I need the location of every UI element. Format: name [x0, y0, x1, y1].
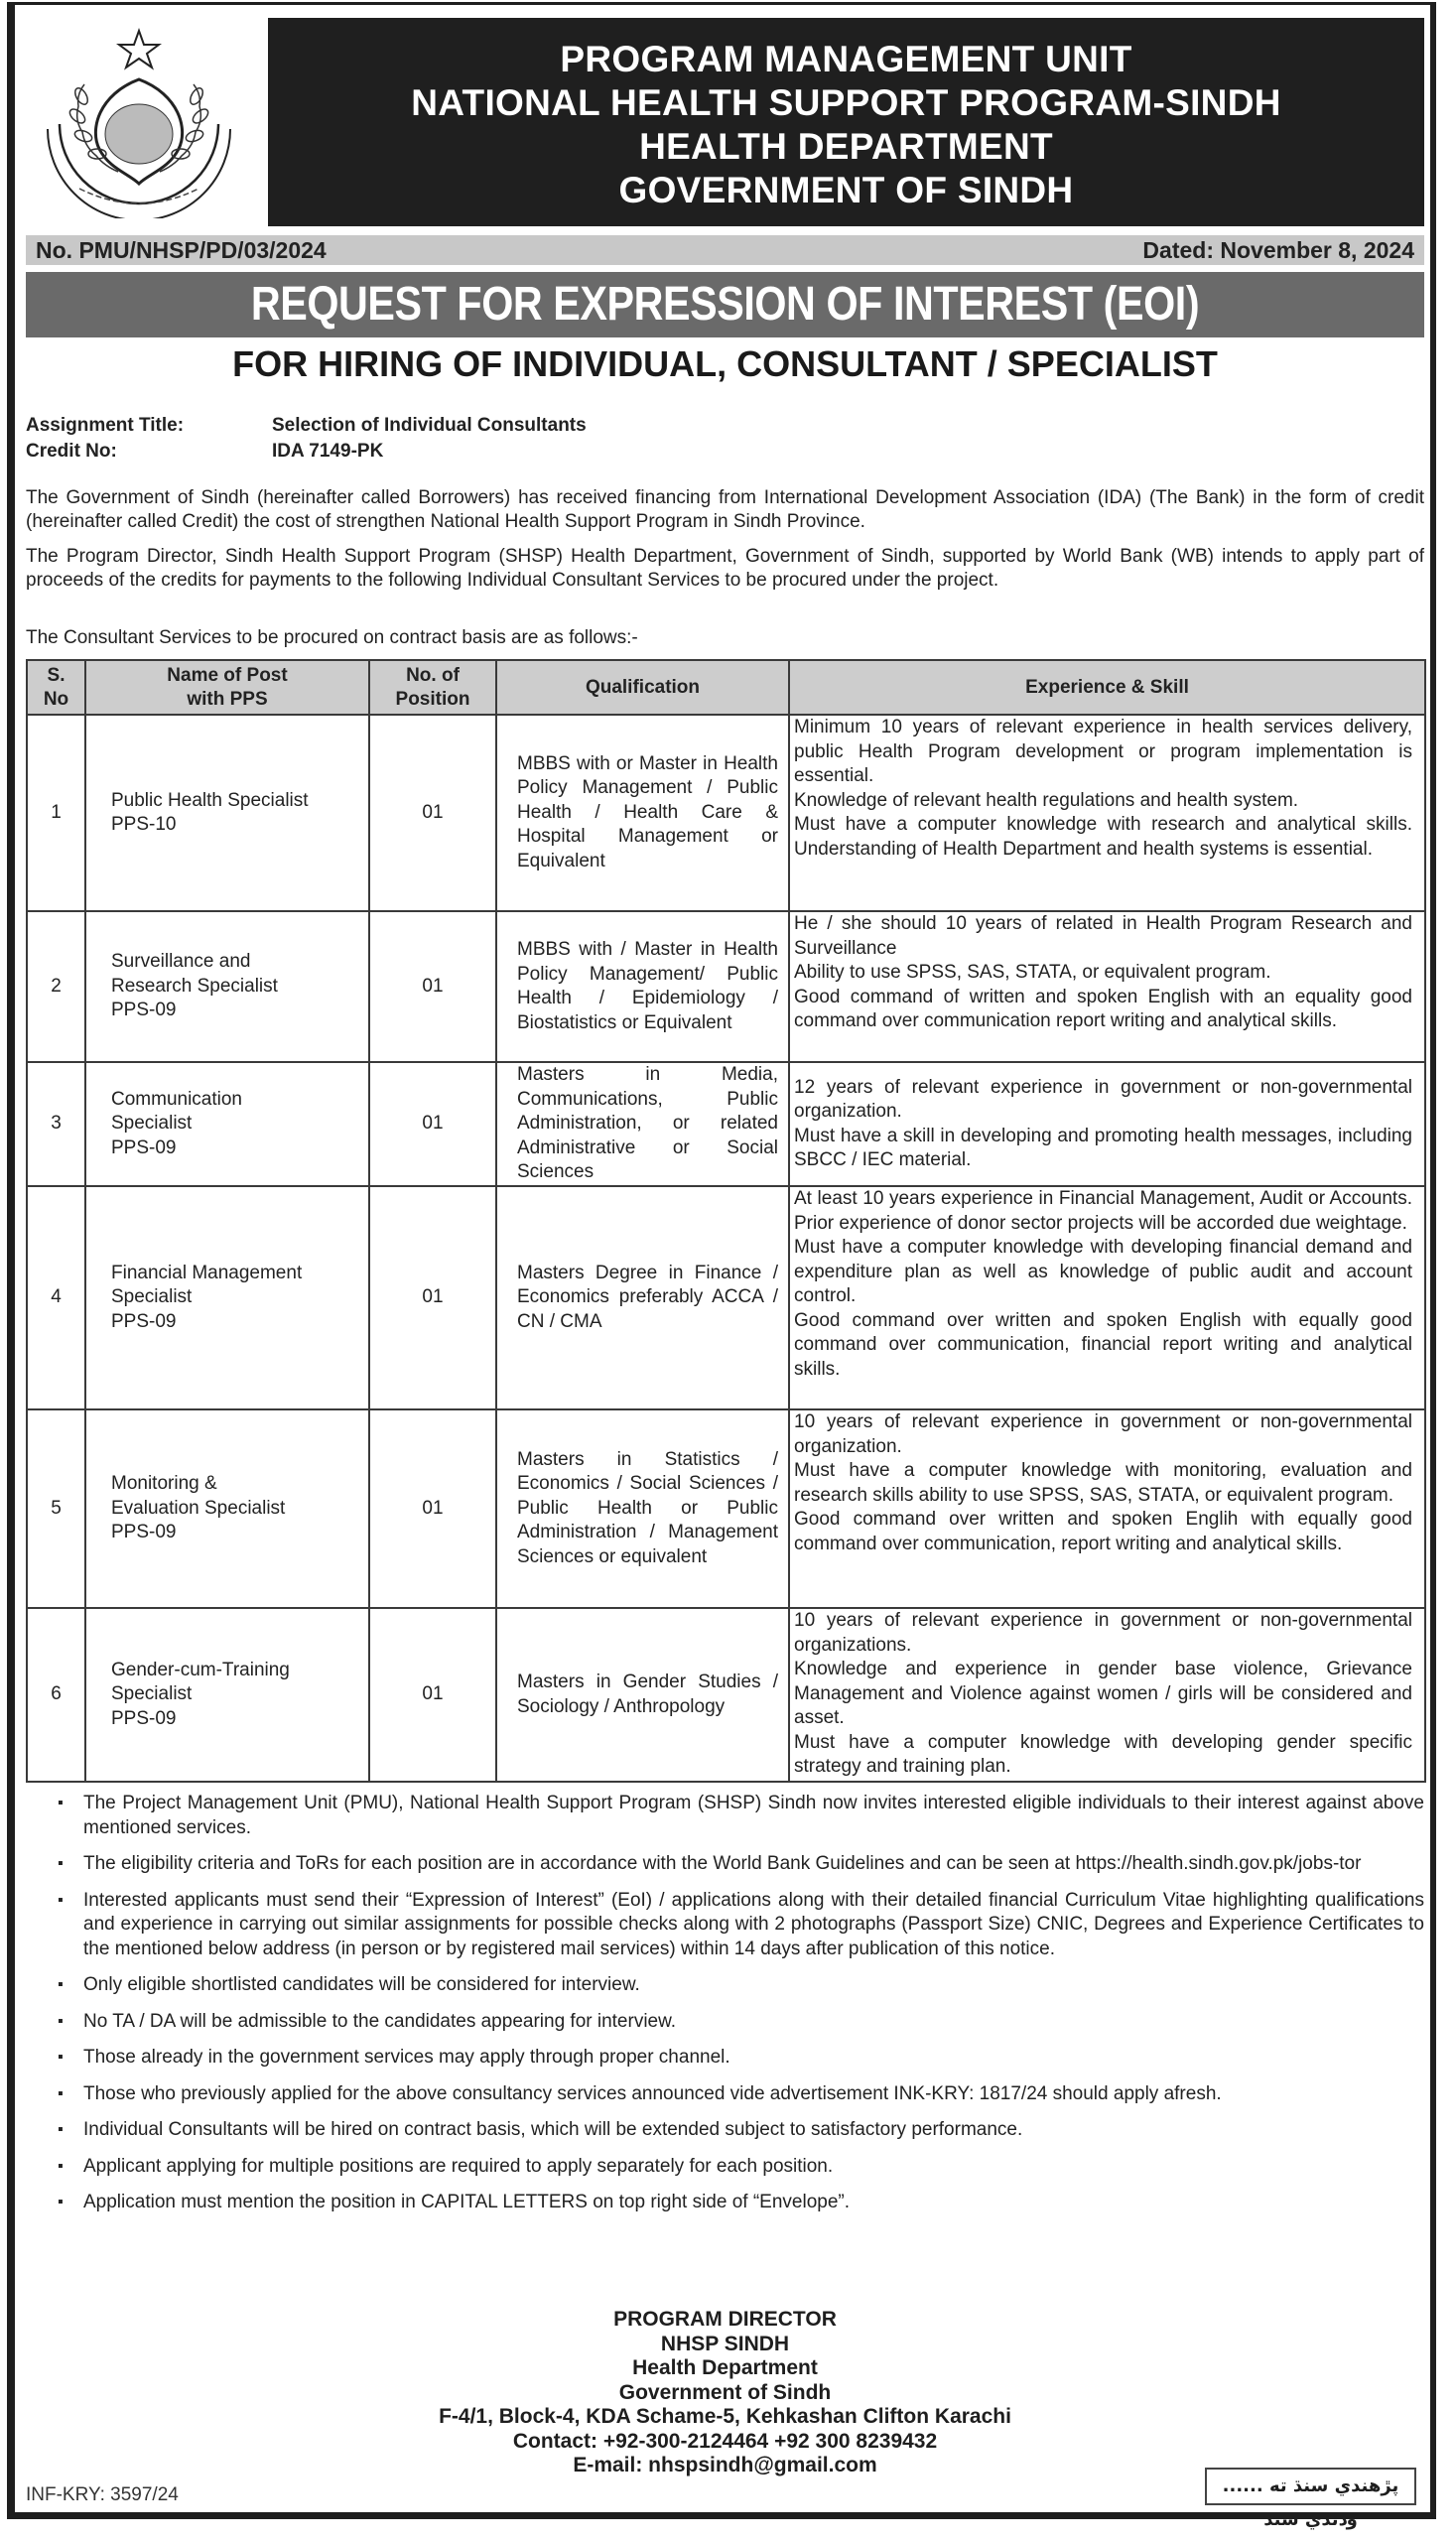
row-post-name: Financial Management Specialist PPS-09 — [85, 1186, 369, 1409]
table-row — [27, 1608, 1425, 1782]
row-qualification: Masters in Media, Communications, Public Administration, or related Administrative or Social Sciences — [496, 1062, 789, 1186]
header-line-4: GOVERNMENT OF SINDH — [618, 170, 1074, 210]
sindh-emblem-icon — [30, 25, 248, 218]
row-qualification: MBBS with or Master in Health Policy Management / Public Health / Health Care & Hospital Management or Equivalent — [496, 715, 789, 911]
issue-date: Dated: November 8, 2024 — [1142, 236, 1414, 263]
row-experience: 12 years of relevant experience in government or non-governmental organization. Must have a skill in developing and promoting health messages, including SBCC / IEC material. — [789, 1062, 1425, 1186]
bullet-icon: ▪ — [58, 2121, 64, 2138]
header-banner — [268, 18, 1424, 226]
signatory-org: NHSP SINDH — [660, 2332, 790, 2355]
row-qualification: Masters in Statistics / Economics / Social Sciences / Public Health or Public Administration / Management Sciences or equivalent — [496, 1409, 789, 1608]
intro-paragraph-2: The Program Director, Sindh Health Support Program (SHSP) Health Department, Government of Sindh, supported by World Bank (WB) intends to apply part of proceeds of the credits for payments to the following Individual Consultant Services to be procured under the project. — [26, 546, 1424, 591]
row-positions: 01 — [369, 1608, 496, 1782]
reference-number: No. PMU/NHSP/PD/03/2024 — [36, 236, 327, 263]
row-positions: 01 — [369, 1186, 496, 1409]
notes-list — [26, 1792, 1424, 2227]
row-positions: 01 — [369, 715, 496, 911]
header-line-1: PROGRAM MANAGEMENT UNIT — [560, 39, 1132, 79]
row-positions: 01 — [369, 1409, 496, 1608]
bullet-icon: ▪ — [58, 1795, 64, 1811]
intro-paragraph-3: The Consultant Services to be procured on contract basis are as follows:- — [26, 627, 638, 648]
row-sno: 2 — [27, 911, 85, 1062]
note-item: ▪ Application must mention the position in CAPITAL LETTERS on top right side of “Envelope”. — [26, 2191, 1424, 2215]
bullet-icon: ▪ — [58, 1891, 64, 1909]
table-header-row — [27, 660, 1425, 715]
reference-bar — [26, 235, 1424, 265]
signatory-title: PROGRAM DIRECTOR — [613, 2308, 837, 2331]
row-sno: 1 — [27, 715, 85, 911]
row-positions: 01 — [369, 911, 496, 1062]
row-sno: 6 — [27, 1608, 85, 1782]
assignment-title-label: Assignment Title: — [26, 415, 185, 436]
bullet-icon: ▪ — [58, 2012, 64, 2030]
col-header-positions: No. of Position — [369, 660, 496, 715]
row-qualification: MBBS with / Master in Health Policy Management/ Public Health / Epidemiology / Biostatistics or Equivalent — [496, 911, 789, 1062]
bullet-icon: ▪ — [58, 2049, 64, 2066]
note-item: ▪ Individual Consultants will be hired on contract basis, which will be extended subject to satisfactory performance. — [26, 2118, 1424, 2143]
note-item: ▪ Only eligible shortlisted candidates will be considered for interview. — [26, 1973, 1424, 1998]
bullet-icon: ▪ — [58, 2194, 64, 2210]
signatory-contact: Contact: +92-300-2124464 +92 300 8239432 — [512, 2429, 938, 2453]
row-experience: Minimum 10 years of relevant experience in health services delivery, public Health Program development or program implementation is essential. Knowledge of relevant health regulations and health system. Must have a computer knowledge with research and analytical skills. Understanding of Health Department and health systems is essential. — [789, 715, 1425, 911]
note-item: ▪ Interested applicants must send their “Expression of Interest” (EoI) / applications along with their detailed financial Curriculum Vitae highlighting qualifications and experience in carrying out similar assignments for possible checks along with 2 photographs (Passport Size) CNIC, Degrees and Experience Certificates to the mentioned below address (in person or by registered mail services) within 14 days after publication of this notice. — [58, 1889, 1424, 1959]
table-row — [27, 1186, 1425, 1409]
signatory-department: Health Department — [632, 2356, 818, 2379]
col-header-experience: Experience & Skill — [789, 660, 1425, 715]
intro-paragraph-1: The Government of Sindh (hereinafter called Borrowers) has received financing from International Development Association (IDA) (The Bank) in the form of credit (hereinafter called Credit) the cost of strengthen National Health Support Program in Sindh Province. — [26, 487, 1424, 532]
row-experience: He / she should 10 years of related in Health Program Research and Surveillance Ability to use SPSS, SAS, STATA, or equivalent program. Good command of written and spoken English with an equality good command over communication report writing and analytical skills. — [789, 911, 1425, 1062]
table-row — [27, 911, 1425, 1062]
row-sno: 3 — [27, 1062, 85, 1186]
signatory-address: F-4/1, Block-4, KDA Schame-5, Kehkashan Clifton Karachi — [439, 2405, 1011, 2428]
note-item: ▪ Those already in the government services may apply through proper channel. — [26, 2046, 1424, 2071]
advertisement-reference: INF-KRY: 3597/24 — [26, 2484, 179, 2505]
row-post-name: Communication Specialist PPS-09 — [85, 1062, 369, 1186]
bullet-icon: ▪ — [58, 2084, 64, 2102]
bullet-icon: ▪ — [58, 2157, 64, 2175]
col-header-sno: S. No — [27, 660, 85, 715]
row-experience: 10 years of relevant experience in government or non-governmental organizations. Knowledge and experience in gender base violence, Grievance Management and Violence against women / girls will be considered and asset. Must have a computer knowledge with developing gender specific strategy and training plan. — [789, 1608, 1425, 1782]
sindhi-slogan: پڙهندي سنڌ ته ...... وڌندي سنڌ — [1205, 2468, 1416, 2505]
credit-label: Credit No: — [26, 441, 117, 462]
row-post-name: Public Health Specialist PPS-10 — [85, 715, 369, 911]
row-experience: 10 years of relevant experience in government or non-governmental organization. Must have a computer knowledge with monitoring, evaluation and research skills ability to use SPSS, SAS, STATA, or equivalent program. Good command over written and spoken Englih with equally good command over communication, report writing and analytical skills. — [789, 1409, 1425, 1608]
header-line-2: NATIONAL HEALTH SUPPORT PROGRAM-SINDH — [411, 82, 1281, 123]
col-header-qualification: Qualification — [496, 660, 789, 715]
col-header-name: Name of Post with PPS — [85, 660, 369, 715]
row-qualification: Masters in Gender Studies / Sociology / Anthropology — [496, 1608, 789, 1782]
row-positions: 01 — [369, 1062, 496, 1186]
row-post-name: Monitoring & Evaluation Specialist PPS-09 — [85, 1409, 369, 1608]
row-post-name: Gender-cum-Training Specialist PPS-09 — [85, 1608, 369, 1782]
credit-value: IDA 7149-PK — [272, 441, 384, 462]
table-row — [27, 715, 1425, 911]
note-item: ▪ The eligibility criteria and ToRs for each position are in accordance with the World Bank Guidelines and can be seen at https://health.sindh.gov.pk/jobs-tor — [26, 1852, 1424, 1877]
note-item: ▪ The Project Management Unit (PMU), National Health Support Program (SHSP) Sindh now invites interested eligible individuals to their interest against above mentioned services. — [58, 1793, 1424, 1838]
note-item: ▪ Those who previously applied for the above consultancy services announced vide advertisement INK-KRY: 1817/24 should apply afresh. — [26, 2082, 1424, 2107]
signatory-email: E-mail: nhspsindh@gmail.com — [573, 2454, 877, 2476]
bullet-icon: ▪ — [58, 1855, 64, 1872]
signatory-government: Government of Sindh — [618, 2380, 832, 2404]
table-row — [27, 1062, 1425, 1186]
note-item: ▪ No TA / DA will be admissible to the candidates appearing for interview. — [26, 2010, 1424, 2035]
row-post-name: Surveillance and Research Specialist PPS-09 — [85, 911, 369, 1062]
header-line-3: HEALTH DEPARTMENT — [639, 126, 1053, 167]
row-sno: 4 — [27, 1186, 85, 1409]
page-subtitle: FOR HIRING OF INDIVIDUAL, CONSULTANT / SPECIALIST — [232, 343, 1218, 384]
table-row — [27, 1409, 1425, 1608]
row-qualification: Masters Degree in Finance / Economics preferably ACCA / CN / CMA — [496, 1186, 789, 1409]
page-title: REQUEST FOR EXPRESSION OF INTEREST (EOI) — [250, 278, 1200, 331]
row-experience: At least 10 years experience in Financial Management, Audit or Accounts. Prior experience of donor sector projects will be accorded due weightage. Must have a computer knowledge with developing financial demand and expenditure plan as well as knowledge of public audit and account control. Good command over written and spoken English with equally good command over communication, financial report writing and analytical skills. — [789, 1186, 1425, 1409]
positions-table — [26, 659, 1426, 1783]
row-sno: 5 — [27, 1409, 85, 1608]
assignment-title-value: Selection of Individual Consultants — [272, 415, 587, 436]
note-item: ▪ Applicant applying for multiple positions are required to apply separately for each position. — [26, 2155, 1424, 2180]
signature-block — [26, 2308, 1424, 2478]
bullet-icon: ▪ — [58, 1976, 64, 1993]
